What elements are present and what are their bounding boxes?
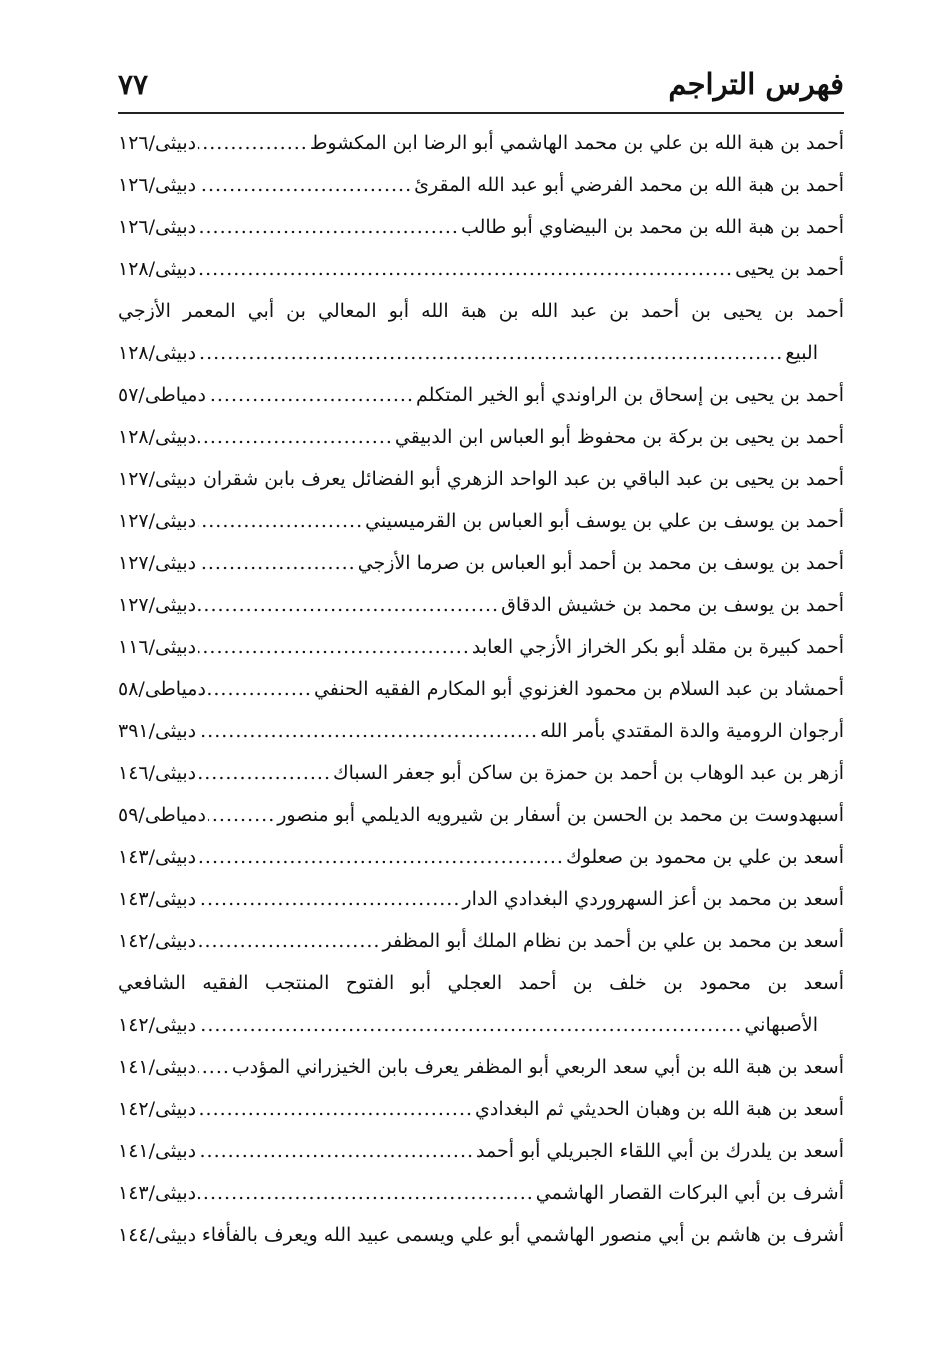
entry-row: [118, 794, 844, 836]
entry-name: أسعد بن محمد بن علي بن أحمد بن نظام الملك أبو المظفر: [382, 930, 844, 952]
dot-leader: [198, 584, 499, 626]
entry-name-first-line: أحمد بن يحيى بن أحمد بن عبد الله بن هبة الله أبو المعالي بن أبي المعمر الأزجي: [118, 300, 844, 322]
dot-leader: [198, 1004, 742, 1046]
entry-name: أحمد بن يوسف بن محمد بن أحمد أبو العباس بن صرما الأزجي: [357, 552, 844, 574]
entry-name: أحمد بن يوسف بن محمد بن خشيش الدقاق: [501, 594, 844, 616]
entry-name: أحمد بن يحيى بن إسحاق بن الراوندي أبو الخير المتكلم: [416, 384, 844, 406]
dot-leader: [198, 878, 460, 920]
entry-name: أسعد بن هبة الله بن أبي سعد الربعي أبو المظفر يعرف بابن الخيزراني المؤدب: [231, 1056, 844, 1078]
entry-name: أسعد بن يلدرك بن أبي اللقاء الجبريلي أبو أحمد: [476, 1140, 844, 1162]
index-entry: [118, 1088, 844, 1130]
entry-name: أحمد بن يحيى بن بركة بن محفوظ أبو العباس ابن الدبيقي: [394, 426, 844, 448]
entry-row: [118, 206, 844, 248]
entry-row: [118, 752, 844, 794]
entry-reference: دبيثى/١٤٦: [118, 762, 197, 784]
entry-row: [118, 710, 844, 752]
entry-reference: دبيثى/١٢٨: [118, 342, 197, 364]
index-entry: [118, 878, 844, 920]
index-entry: [118, 248, 844, 290]
index-entry: [118, 416, 844, 458]
index-entry: [118, 752, 844, 794]
entry-reference: دبيثى/١١٦: [118, 636, 197, 658]
index-entry: [118, 1130, 844, 1172]
entry-name: أشرف بن هاشم بن أبي منصور الهاشمي أبو علي ويسمى عبيد الله ويعرف بالفأفاء: [201, 1224, 844, 1246]
dot-leader: [198, 626, 470, 668]
entry-reference: دبيثى/١٢٧: [118, 594, 197, 616]
dot-leader: [198, 1214, 200, 1256]
index-entry: [118, 920, 844, 962]
entry-reference: دبيثى/١٤٢: [118, 1098, 197, 1120]
dot-leader: [198, 164, 412, 206]
dot-leader: [198, 710, 538, 752]
index-entry: [118, 500, 844, 542]
entry-reference: دمياطى/٥٩: [118, 804, 206, 826]
entry-row: [118, 332, 844, 374]
entry-name-first-line: أسعد بن محمود بن خلف بن أحمد العجلي أبو الفتوح المنتجب الفقيه الشافعي: [118, 972, 844, 994]
dot-leader: [198, 752, 331, 794]
entry-name: أسبهدوست بن محمد بن الحسن بن أسفار بن شيرويه الديلمي أبو منصور: [277, 804, 844, 826]
index-entry: [118, 1172, 844, 1214]
entry-row: [118, 1004, 844, 1046]
entry-reference: دبيثى/١٢٦: [118, 132, 197, 154]
page-title: فهرس التراجم: [668, 67, 844, 101]
entry-row: [118, 920, 844, 962]
index-entry: [118, 836, 844, 878]
page-header: [118, 62, 844, 106]
entry-name: أرجوان الرومية والدة المقتدي بأمر الله: [540, 720, 844, 742]
entry-name: أحمد بن يحيى بن عبد الباقي بن عبد الواحد الزهري أبو الفضائل يعرف بابن شقران: [202, 468, 844, 490]
entry-reference: دبيثى/١٤٢: [118, 930, 197, 952]
entry-name: البيع: [785, 342, 818, 364]
index-entry: [118, 584, 844, 626]
entry-reference: دبيثى/١٢٦: [118, 216, 197, 238]
entry-reference: دمياطى/٥٧: [118, 384, 206, 406]
index-entry: [118, 542, 844, 584]
entry-reference: دبيثى/١٢٧: [118, 468, 197, 490]
dot-leader: [198, 1088, 473, 1130]
dot-leader: [208, 668, 312, 710]
index-entry: [118, 1046, 844, 1088]
entry-reference: دبيثى/١٤٤: [118, 1224, 197, 1246]
dot-leader: [198, 458, 201, 500]
entry-reference: دبيثى/١٢٧: [118, 510, 197, 532]
entry-row: [118, 584, 844, 626]
entry-row: [118, 374, 844, 416]
entry-reference: دبيثى/١٤٣: [118, 888, 197, 910]
entry-row: [118, 1088, 844, 1130]
dot-leader: [198, 248, 733, 290]
entry-name: أحمد بن يحيى: [735, 258, 844, 280]
entry-name: أحمد بن هبة الله بن محمد الفرضي أبو عبد الله المقرئ: [414, 174, 844, 196]
index-entry: [118, 962, 844, 1046]
entry-name: أزهر بن عبد الوهاب بن أحمد بن حمزة بن ساكن أبو جعفر السباك: [332, 762, 844, 784]
entry-name: أحمد بن يوسف بن علي بن يوسف أبو العباس بن القرميسيني: [365, 510, 844, 532]
index-entry: [118, 122, 844, 164]
entry-reference: دبيثى/١٤٣: [118, 846, 197, 868]
entry-reference: دبيثى/١٤٣: [118, 1182, 197, 1204]
entry-reference: دبيثى/١٢٨: [118, 426, 197, 448]
entry-row: [118, 122, 844, 164]
dot-leader: [198, 542, 356, 584]
index-entry: [118, 1214, 844, 1256]
entry-row: [118, 500, 844, 542]
entry-row: [118, 668, 844, 710]
index-entry: [118, 290, 844, 374]
page-number: ٧٧: [118, 67, 149, 101]
entry-name: أحمشاد بن عبد السلام بن محمود الغزنوي أبو المكارم الفقيه الحنفي: [313, 678, 844, 700]
entry-row: [118, 416, 844, 458]
entry-name: أسعد بن محمد بن أعز السهروردي البغدادي الدار: [462, 888, 844, 910]
entry-name: أسعد بن هبة الله بن وهبان الحديثي ثم البغدادي: [475, 1098, 844, 1120]
entry-reference: دبيثى/١٢٧: [118, 552, 197, 574]
dot-leader: [198, 1130, 474, 1172]
entry-row: [118, 626, 844, 668]
entry-name: أشرف بن أبي البركات القصار الهاشمي: [535, 1182, 844, 1204]
dot-leader: [198, 1046, 230, 1088]
entry-row: [118, 1172, 844, 1214]
dot-leader: [208, 794, 275, 836]
dot-leader: [198, 332, 783, 374]
entry-row: [118, 836, 844, 878]
header-rule: [118, 112, 844, 114]
index-entry: [118, 668, 844, 710]
dot-leader: [198, 920, 380, 962]
dot-leader: [198, 206, 459, 248]
entry-reference: دبيثى/١٢٨: [118, 258, 197, 280]
index-entry: [118, 206, 844, 248]
index-entry: [118, 374, 844, 416]
entry-name: أحمد كبيرة بن مقلد أبو بكر الخراز الأزجي العابد: [471, 636, 844, 658]
entry-reference: دبيثى/١٤١: [118, 1140, 197, 1162]
index-entry: [118, 626, 844, 668]
dot-leader: [208, 374, 414, 416]
entry-reference: دمياطى/٥٨: [118, 678, 206, 700]
index-page: [118, 62, 844, 1256]
entry-row: [118, 1130, 844, 1172]
entry-row: [118, 1046, 844, 1088]
dot-leader: [198, 500, 363, 542]
dot-leader: [198, 122, 308, 164]
dot-leader: [198, 416, 393, 458]
entry-row: [118, 878, 844, 920]
dot-leader: [198, 836, 564, 878]
dot-leader: [198, 1172, 534, 1214]
entry-reference: دبيثى/٣٩١: [118, 720, 197, 742]
entry-row: [118, 248, 844, 290]
entry-name: أحمد بن هبة الله بن محمد بن البيضاوي أبو طالب: [460, 216, 844, 238]
index-entry: [118, 458, 844, 500]
entry-reference: دبيثى/١٢٦: [118, 174, 197, 196]
entry-name: أحمد بن هبة الله بن علي بن محمد الهاشمي أبو الرضا ابن المكشوط: [309, 132, 844, 154]
index-entry: [118, 794, 844, 836]
entry-name: أسعد بن علي بن محمود بن صعلوك: [565, 846, 844, 868]
entry-reference: دبيثى/١٤١: [118, 1056, 197, 1078]
index-entry: [118, 164, 844, 206]
entry-reference: دبيثى/١٤٢: [118, 1014, 197, 1036]
index-entry: [118, 710, 844, 752]
entry-row: [118, 458, 844, 500]
entry-row: [118, 1214, 844, 1256]
entry-row: [118, 542, 844, 584]
entry-list: [118, 122, 844, 1256]
entry-row: [118, 164, 844, 206]
entry-name: الأصبهاني: [744, 1014, 818, 1036]
